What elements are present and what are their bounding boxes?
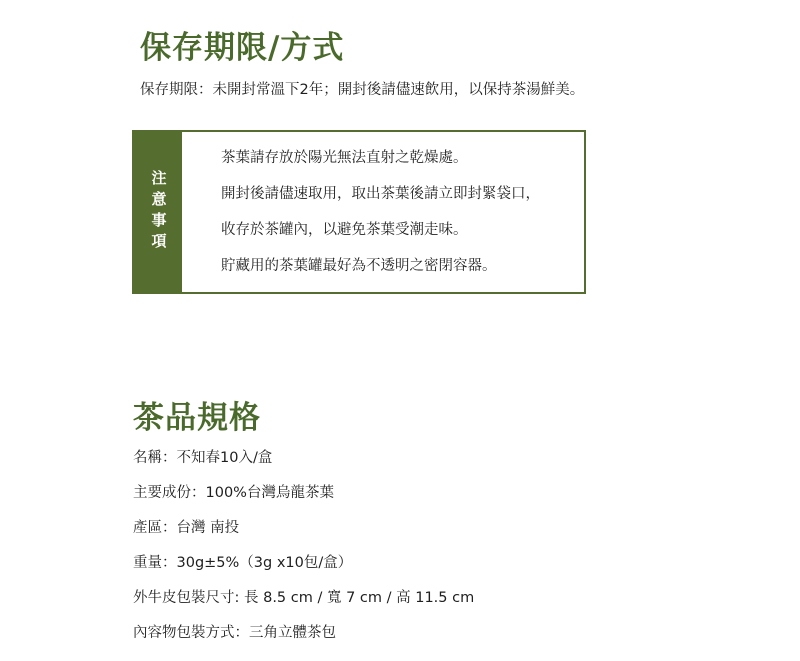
notice-item: 貯藏用的茶葉罐最好為不透明之密閉容器。: [221, 258, 497, 274]
spec-item-origin: 產區：台灣 南投: [133, 520, 240, 536]
notice-item: 開封後請儘速取用，取出茶葉後請立即封緊袋口，: [221, 186, 540, 202]
notice-box: [132, 130, 586, 294]
storage-section-title: 保存期限/方式: [140, 30, 345, 66]
spec-list: [133, 448, 474, 658]
spec-item-ingredients: 主要成份：100%台灣烏龍茶葉: [133, 485, 334, 501]
notice-list: [221, 148, 540, 292]
storage-period-text: 保存期限：未開封常溫下2年；開封後請儘速飲用，以保持茶湯鮮美。: [140, 82, 585, 98]
notice-item: 茶葉請存放於陽光無法直射之乾燥處。: [221, 150, 468, 166]
spec-item-weight: 重量：30g±5%（3g x10包/盒）: [133, 555, 353, 571]
notice-tab: [134, 132, 182, 292]
notice-tab-label: 注意事項: [149, 170, 168, 254]
spec-item-package-size: 外牛皮包裝尺寸: 長 8.5 cm / 寬 7 cm / 高 11.5 cm: [133, 590, 475, 606]
spec-item-name: 名稱：不知春10入/盒: [133, 450, 273, 466]
notice-item: 收存於茶罐內，以避免茶葉受潮走味。: [221, 222, 468, 238]
spec-item-inner-packaging: 內容物包裝方式：三角立體茶包: [133, 625, 336, 641]
spec-section-title: 茶品規格: [133, 400, 261, 436]
